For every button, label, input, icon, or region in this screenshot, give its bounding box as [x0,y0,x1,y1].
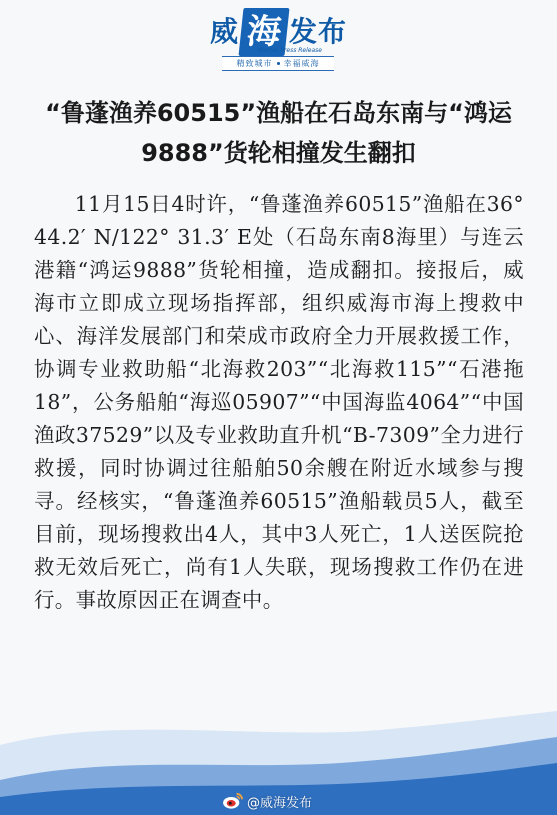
article-body: 11月15日4时许，“鲁蓬渔养60515”渔船在36° 44.2′ N/122° 31.3′ E处（石岛东南8海里）与连云港籍“鸿运9888”货轮相撞，造成翻扣。接报后，威海市立即成立现场指挥部，组织威海市海上搜救中心、海洋发展部门和荣成市政府全力开展救援工作，协调专业救助船“北海救203”“北海救115”“石港拖18”，公务船舶“海巡05907”“中国海监4064”“中国渔政37529”以及专业救助直升机“B-7309”全力进行救援，同时协调过往船舶50余艘在附近水域参与搜寻。经核实，“鲁蓬渔养60515”渔船载员5人，截至目前，现场搜救出4人，其中3人死亡，1人送医院抢救无效后死亡，尚有1人失联，现场搜救工作仍在进行。事故原因正在调查中。 [34,192,524,612]
slogan-separator [277,62,280,65]
slogan-bar [222,56,334,71]
weihai-press-logo [0,8,557,56]
logo-english-text: Weihai Press Release [257,47,322,54]
weibo-watermark [222,791,312,811]
logo-char-left: 威 [209,15,239,48]
weibo-icon [222,792,244,810]
logo-char-right: 发布 [289,15,348,48]
slogan-left: 精致城市 [236,59,273,68]
page-header [0,0,557,82]
weibo-account-name: @威海发布 [247,795,313,811]
article-title: “鲁蓬渔养60515”渔船在石岛东南与“鸿运9888”货轮相撞发生翻扣 [45,99,512,167]
slogan-right: 幸福威海 [283,59,320,68]
logo-char-box: 海 [238,8,289,56]
